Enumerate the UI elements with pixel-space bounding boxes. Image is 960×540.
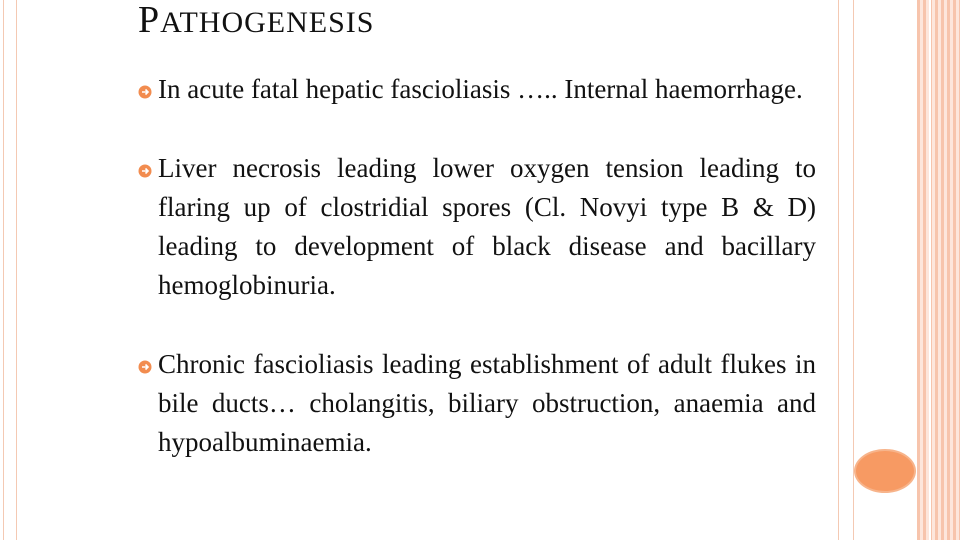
bullet-text: Liver necrosis leading lower oxygen tension leading to flaring up of clostridial spores (Cl. Novyi type B & D) leading to development of black disease and bacillary hemoglobinuria. bbox=[158, 153, 816, 300]
bullet-text: In acute fatal hepatic fascioliasis ….. Internal haemorrhage. bbox=[158, 74, 803, 104]
bullet-text: Chronic fascioliasis leading establishment of adult flukes in bile ducts… cholangitis, biliary obstruction, anaemia and hypoalbuminaemia. bbox=[158, 349, 816, 457]
right-stripe-decoration bbox=[917, 0, 960, 540]
bullet-list bbox=[138, 70, 816, 462]
circle-arrow-bullet-icon bbox=[138, 85, 152, 99]
title-initial: P bbox=[138, 0, 161, 41]
circle-arrow-bullet-icon bbox=[138, 164, 152, 178]
left-frame-border bbox=[3, 0, 17, 540]
stripe-gap bbox=[929, 0, 931, 540]
title-rest: ATHOGENESIS bbox=[160, 6, 375, 39]
bullet-item bbox=[138, 70, 816, 109]
bullet-item bbox=[138, 345, 816, 462]
right-frame-border bbox=[838, 0, 854, 540]
orange-oval-decoration bbox=[854, 449, 916, 493]
slide-title bbox=[138, 0, 374, 43]
bullet-item bbox=[138, 149, 816, 305]
circle-arrow-bullet-icon bbox=[138, 360, 152, 374]
